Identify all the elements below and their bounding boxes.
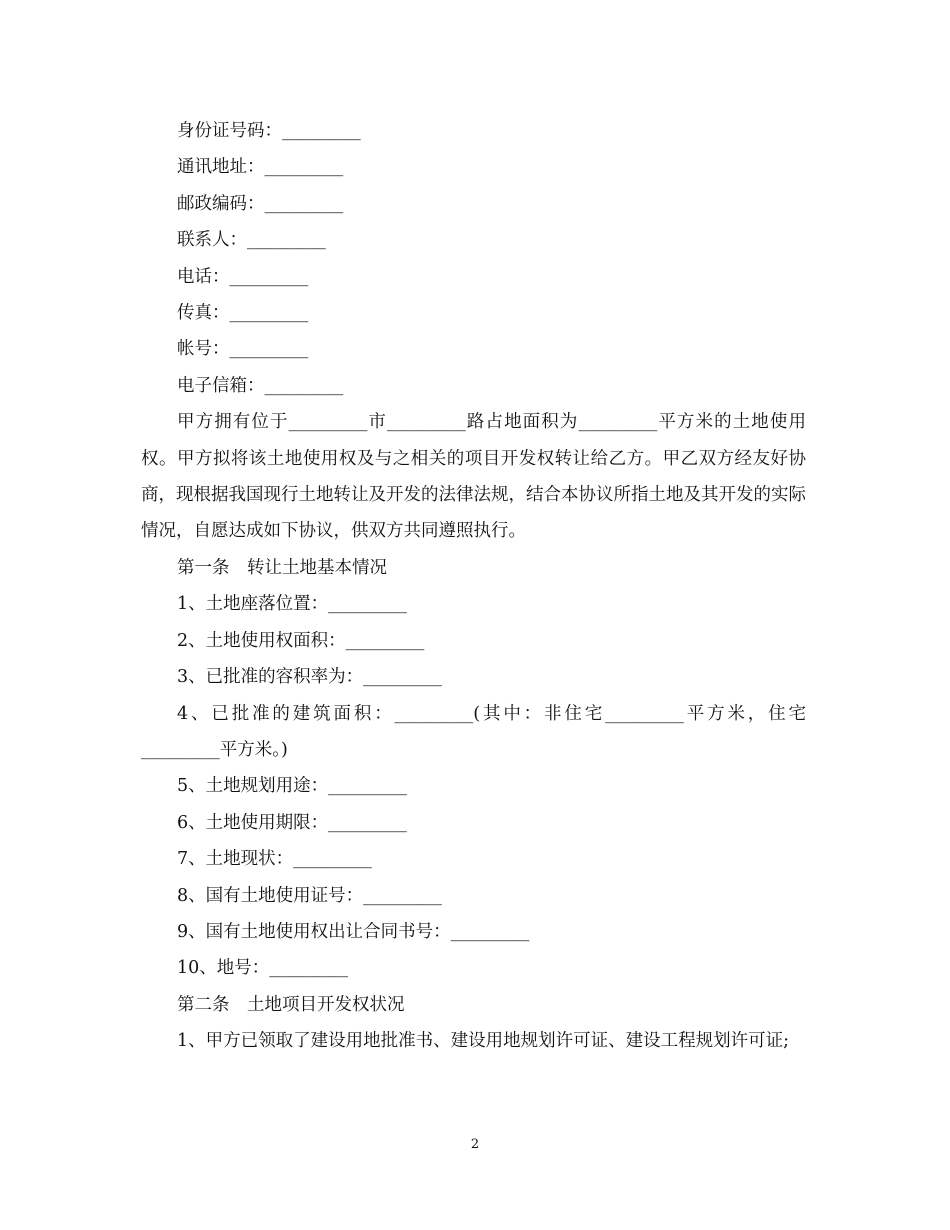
fax-field: 传真：_________: [177, 303, 309, 324]
permits-item: 1、甲方已领取了建设用地批准书、建设用地规划许可证、建设工程规划许可证;: [177, 1031, 790, 1052]
page-number: 2: [470, 1137, 480, 1152]
plot-ratio-item: 3、已批准的容积率为：_________: [177, 667, 442, 688]
contact-person-field: 联系人：_________: [177, 230, 326, 251]
transfer-contract-item: 9、国有土地使用权出让合同书号：_________: [177, 921, 530, 942]
intro-paragraph: 甲方拥有位于_________市_________路占地面积为_________平方米的土地使用权。甲方拟将该土地使用权及与之相关的项目开发权转让给乙方。甲乙双方经友好协商，现根据我国现行土地转让及开发的法律法规，结合本协议所指土地及其开发的实际情况，自愿达成如下协议，供双方共同遵照执行。: [141, 412, 806, 542]
land-term-item: 6、土地使用期限：_________: [177, 812, 407, 833]
land-certificate-item: 8、国有土地使用证号：_________: [177, 885, 442, 906]
lot-number-item: 10、地号：_________: [177, 958, 349, 979]
email-field: 电子信箱：_________: [177, 375, 344, 396]
land-status-item: 7、土地现状：_________: [177, 849, 372, 870]
phone-field: 电话：_________: [177, 266, 309, 287]
land-location-item: 1、土地座落位置：_________: [177, 594, 407, 615]
document-body: [141, 113, 806, 1060]
id-number-field: 身份证号码：_________: [177, 121, 361, 141]
account-field: 帐号：_________: [177, 339, 309, 360]
land-use-item: 5、土地规划用途：_________: [177, 776, 407, 797]
address-field: 通讯地址：_________: [177, 157, 344, 178]
building-area-item: 4、已批准的建筑面积：_________(其中：非住宅_________平方米，住宅_________平方米。): [141, 703, 806, 760]
land-area-item: 2、土地使用权面积：_________: [177, 630, 425, 651]
article2-heading: 第二条 土地项目开发权状况: [177, 994, 405, 1015]
postal-code-field: 邮政编码：_________: [177, 193, 344, 214]
article1-heading: 第一条 转让土地基本情况: [177, 557, 387, 578]
